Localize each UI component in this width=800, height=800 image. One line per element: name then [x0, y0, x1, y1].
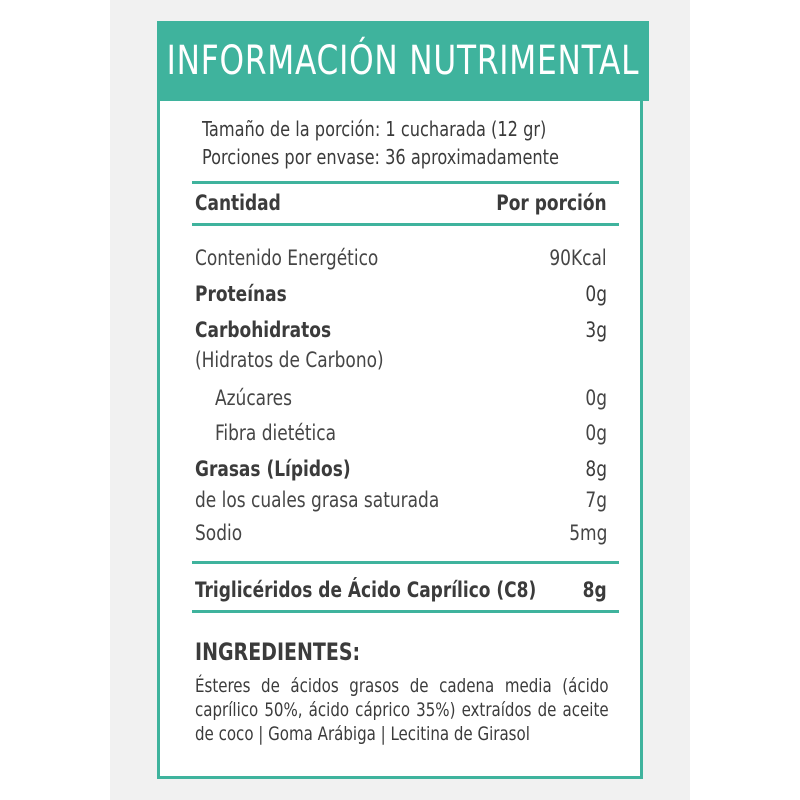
- row-value: 90Kcal: [549, 246, 607, 270]
- row-protein: [195, 279, 607, 309]
- column-header-per-serving: Por porción: [496, 191, 607, 215]
- divider-top: [192, 181, 619, 184]
- divider-highlight-bottom: [192, 610, 619, 613]
- table-header-row: [195, 188, 607, 218]
- row-value: 3g: [585, 318, 607, 342]
- row-sugars: [195, 383, 607, 413]
- row-carbohydrates-note: [195, 345, 607, 375]
- ingredients-text: Ésteres de ácidos grasos de cadena media (ácido caprílico 50%, ácido cáprico 35%) extraídos de aceite de coco | Goma Arábiga | Lecitina de Girasol: [195, 675, 609, 745]
- row-label: de los cuales grasa saturada: [195, 488, 440, 512]
- row-label: Triglicéridos de Ácido Caprílico (C8): [195, 578, 537, 602]
- row-saturated-fat: [195, 485, 607, 515]
- row-fats: [195, 454, 607, 484]
- row-sodium: [195, 518, 607, 548]
- row-label: Grasas (Lípidos): [195, 457, 351, 481]
- row-carbohydrates: [195, 315, 607, 345]
- row-value: 8g: [582, 578, 607, 602]
- row-label: (Hidratos de Carbono): [195, 348, 384, 372]
- row-value: 0g: [585, 282, 607, 306]
- divider-header: [192, 223, 619, 226]
- row-label: Contenido Energético: [195, 246, 379, 270]
- row-label: Azúcares: [215, 386, 293, 410]
- row-fiber: [195, 418, 607, 448]
- row-label: Proteínas: [195, 282, 287, 306]
- row-caprylic-triglycerides: [195, 575, 607, 605]
- label-title: INFORMACIÓN NUTRIMENTAL: [166, 38, 640, 84]
- serving-info: [202, 115, 559, 171]
- serving-size: Tamaño de la porción: 1 cucharada (12 gr): [202, 117, 547, 141]
- row-value: 8g: [585, 457, 607, 481]
- row-value: 0g: [585, 421, 607, 445]
- row-value: 5mg: [568, 521, 607, 545]
- row-value: 0g: [585, 386, 607, 410]
- servings-per-container: Porciones por envase: 36 aproximadamente: [202, 145, 560, 169]
- column-header-amount: Cantidad: [195, 191, 281, 215]
- row-label: Sodio: [195, 521, 243, 545]
- label-header: [157, 21, 649, 101]
- row-energy: [195, 243, 607, 273]
- divider-highlight-top: [192, 561, 619, 564]
- row-label: Fibra dietética: [215, 421, 337, 445]
- nutrition-label: [157, 21, 643, 779]
- row-value: 7g: [585, 488, 607, 512]
- row-label: Carbohidratos: [195, 318, 332, 342]
- ingredients-title: INGREDIENTES:: [195, 638, 361, 666]
